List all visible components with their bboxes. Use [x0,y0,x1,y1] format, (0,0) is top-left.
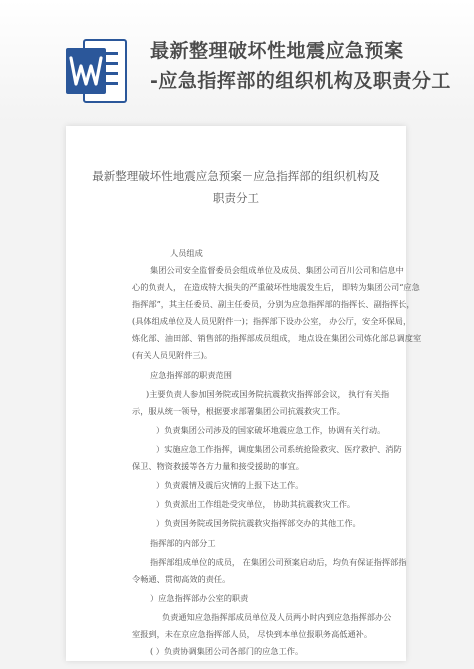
paragraph-line: 心的负责人， 在造成特大损失的严重破坏性地震发生后， 即转为集团公司“应急 [132,282,420,292]
paragraph-line: 负责通知应急指挥部成员单位及人员两小时内到应急指挥部办公 [162,612,392,622]
header-banner [0,0,474,122]
paragraph-line: 令畅通、贯彻高效的责任。 [132,574,231,584]
paragraph-line: ）负责集团公司涉及的国家破坏地震应急工作，协调有关行动。 [156,425,386,435]
document-page [66,126,422,661]
paragraph-line: 指挥部”，其主任委员、副主任委员，分别为应急指挥部的指挥长、副指挥长， [132,299,415,309]
paragraph-line: ( ）负责协调集团公司各部门的应急工作。 [150,646,304,656]
banner-title [150,36,468,96]
paragraph-line: 保卫、物资救援等各方力量和接受援助的事宜。 [132,461,304,471]
paragraph-line: ）负责派出工作组赴受灾单位， 协助其抗震救灾工作。 [156,499,356,509]
document-title-line-1: 最新整理破坏性地震应急预案－应急指挥部的组织机构及 [92,169,380,183]
paragraph-line: (具体组成单位及人员见附件一)；指挥部下设办公室， 办公厅，安全环保局， [132,316,412,326]
paragraph-line: 示，服从统一领导，根据要求部署集团公司抗震救灾工作。 [132,406,345,416]
section-heading: 人员组成 [170,248,203,258]
paragraph-line: ）实施应急工作指挥，调度集团公司系统抢险救灾、医疗救护、消防 [156,444,402,454]
section-heading: 指挥部的内部分工 [150,538,216,548]
document-title-line-2: 职责分工 [213,191,259,205]
paragraph-line: 集团公司安全监督委员会组成单位及成员、集团公司百川公司和信息中 [150,265,404,275]
paragraph-line: (有关人员见附件三)。 [132,350,213,360]
banner-title-line-2: -应急指挥部的组织机构及职责分工 [150,70,451,92]
banner-title-line-1: 最新整理破坏性地震应急预案 [150,40,404,62]
paragraph-line: )主要负责人参加国务院或国务院抗震救灾指挥部会议， 执行有关指 [146,389,390,399]
paragraph-line: 炼化部、油田部、销售部的指挥部成员组成， 地点设在集团公司炼化部总调度室 [132,333,422,343]
word-document-icon [66,36,128,106]
paragraph-line: 室报到，未在京应急指挥部人员， 尽快到本单位报职务高低通补。 [132,629,373,639]
paragraph-line: ）应急指挥部办公室的职责 [150,593,249,603]
section-heading: 应急指挥部的职责范围 [150,370,232,380]
paragraph-line: ）负责震情及震后灾情的上报下达工作。 [156,480,304,490]
paragraph-line: 指挥部组成单位的成员， 在集团公司预案启动后，均负有保证指挥部指 [150,557,407,567]
paragraph-line: ）负责国务院或国务院抗震救灾指挥部交办的其他工作。 [156,518,361,528]
